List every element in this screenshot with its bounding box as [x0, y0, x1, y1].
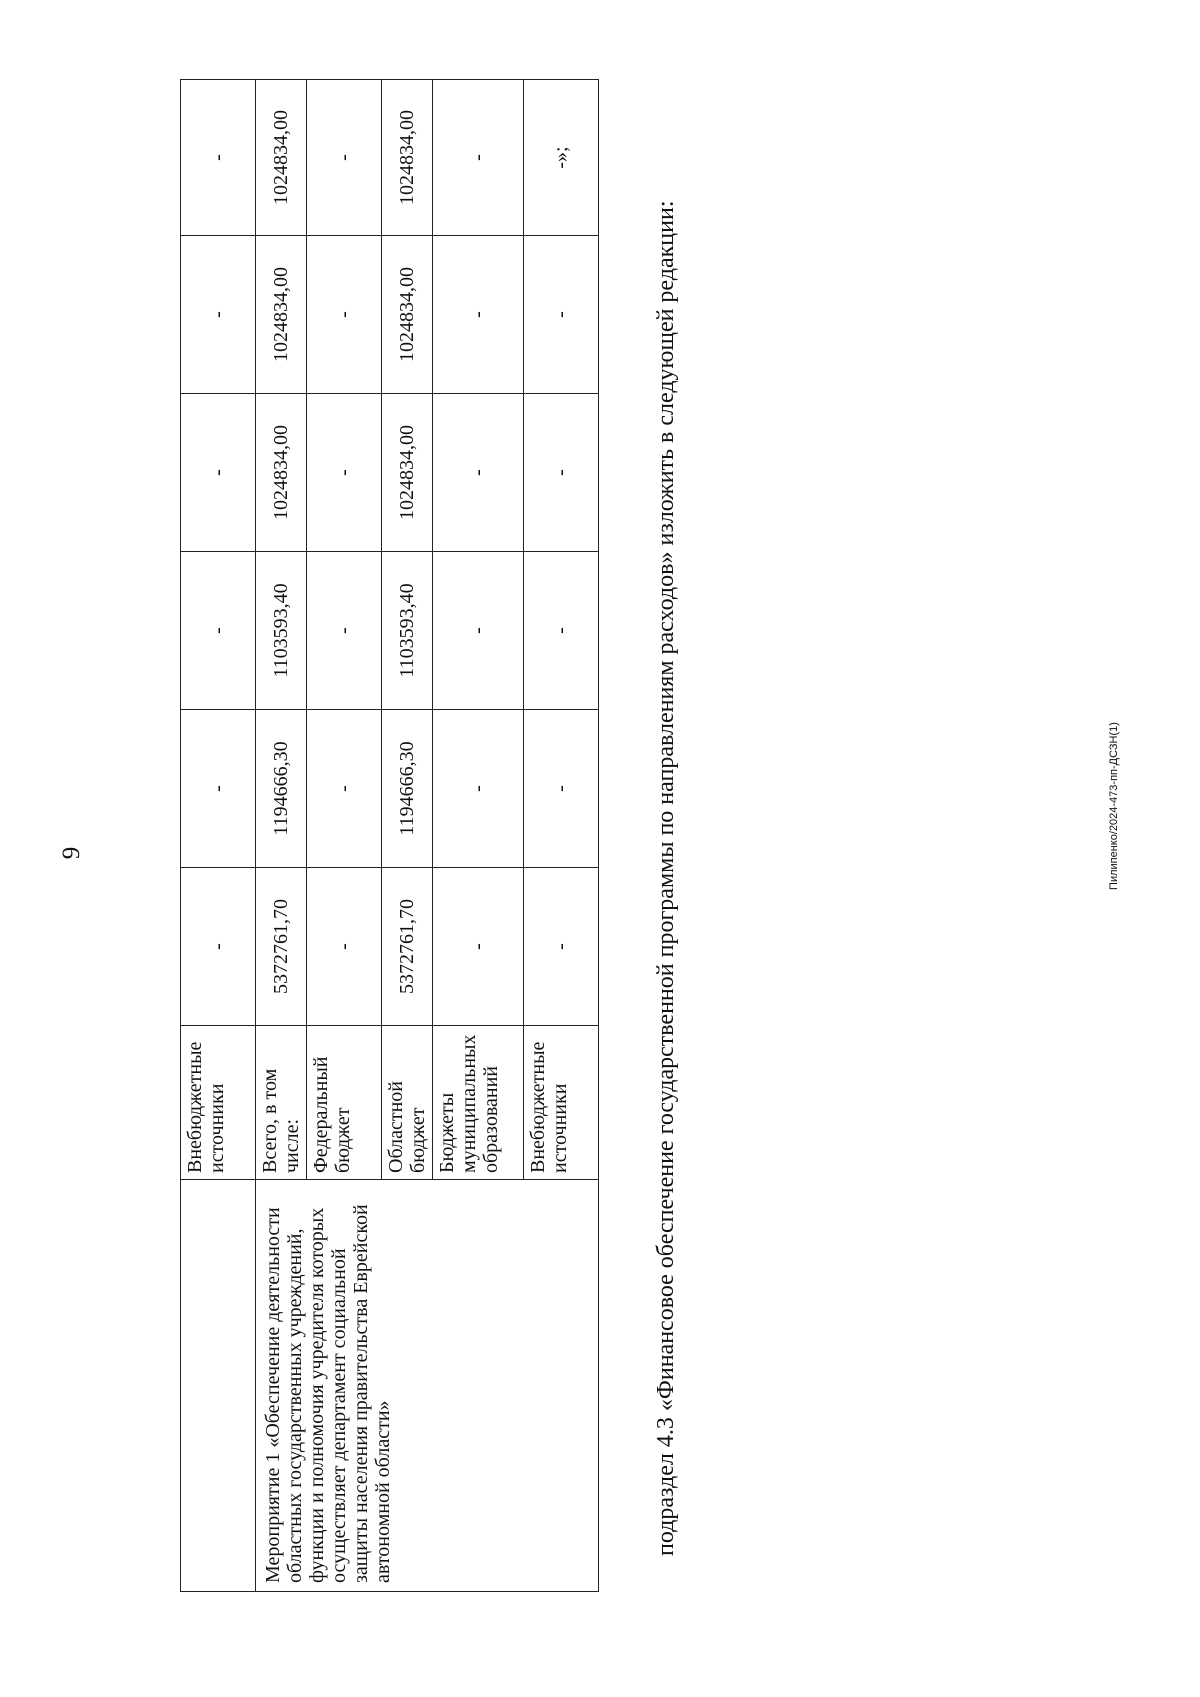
source-cell: Внебюджетные источники	[524, 1026, 599, 1180]
value-cell: 1024834,00	[256, 394, 307, 552]
value-cell: -	[307, 236, 382, 394]
value-cell: 1194666,30	[382, 710, 433, 868]
value-cell: -	[181, 868, 256, 1026]
document-code: Пилипенко/2024-473-пп-ДСЗН(1)	[1108, 722, 1120, 890]
value-cell: -	[181, 552, 256, 710]
value-cell: -	[433, 710, 524, 868]
source-cell: Всего, в том числе:	[256, 1026, 307, 1180]
value-cell: 5372761,70	[382, 868, 433, 1026]
value-cell: -	[524, 394, 599, 552]
value-cell: -	[181, 394, 256, 552]
value-cell: -	[181, 236, 256, 394]
value-cell: -	[433, 80, 524, 236]
source-cell: Федеральный бюджет	[307, 1026, 382, 1180]
table-row	[256, 80, 307, 1592]
value-cell: -	[181, 710, 256, 868]
amendment-paragraph: подраздел 4.3 «Финансовое обеспечение государственной программы по направлениям расходов» изложить в следующей редакции:	[653, 200, 679, 1556]
value-cell: -	[307, 710, 382, 868]
value-cell: 1103593,40	[256, 552, 307, 710]
value-cell: 5372761,70	[256, 868, 307, 1026]
activity-cell	[181, 1180, 256, 1592]
value-cell: -	[433, 394, 524, 552]
value-cell: -	[307, 80, 382, 236]
value-cell: -	[524, 552, 599, 710]
landscape-content	[180, 92, 700, 1592]
value-cell: -»;	[524, 80, 599, 236]
source-cell: Внебюджетные источники	[181, 1026, 256, 1180]
source-cell: Бюджеты муниципальных образований	[433, 1026, 524, 1180]
value-cell: -	[524, 236, 599, 394]
value-cell: -	[524, 710, 599, 868]
activity-cell: Мероприятие 1 «Обеспечение деятельности областных государственных учреждений, функции и полномочия учредителя которых осуществляет департамент социальной защиты населения правительства Еврейской автономной области»	[256, 1180, 599, 1592]
table-row	[181, 80, 256, 1592]
value-cell: -	[307, 552, 382, 710]
value-cell: 1024834,00	[382, 80, 433, 236]
value-cell: -	[307, 868, 382, 1026]
value-cell: 1103593,40	[382, 552, 433, 710]
source-cell: Областной бюджет	[382, 1026, 433, 1180]
value-cell: -	[524, 868, 599, 1026]
value-cell: -	[181, 80, 256, 236]
financing-table	[180, 79, 599, 1592]
value-cell: -	[433, 236, 524, 394]
value-cell: -	[307, 394, 382, 552]
value-cell: 1024834,00	[382, 394, 433, 552]
value-cell: 1194666,30	[256, 710, 307, 868]
value-cell: 1024834,00	[256, 80, 307, 236]
value-cell: -	[433, 552, 524, 710]
value-cell: 1024834,00	[256, 236, 307, 394]
value-cell: -	[433, 868, 524, 1026]
value-cell: 1024834,00	[382, 236, 433, 394]
page-number: 9	[58, 846, 85, 860]
